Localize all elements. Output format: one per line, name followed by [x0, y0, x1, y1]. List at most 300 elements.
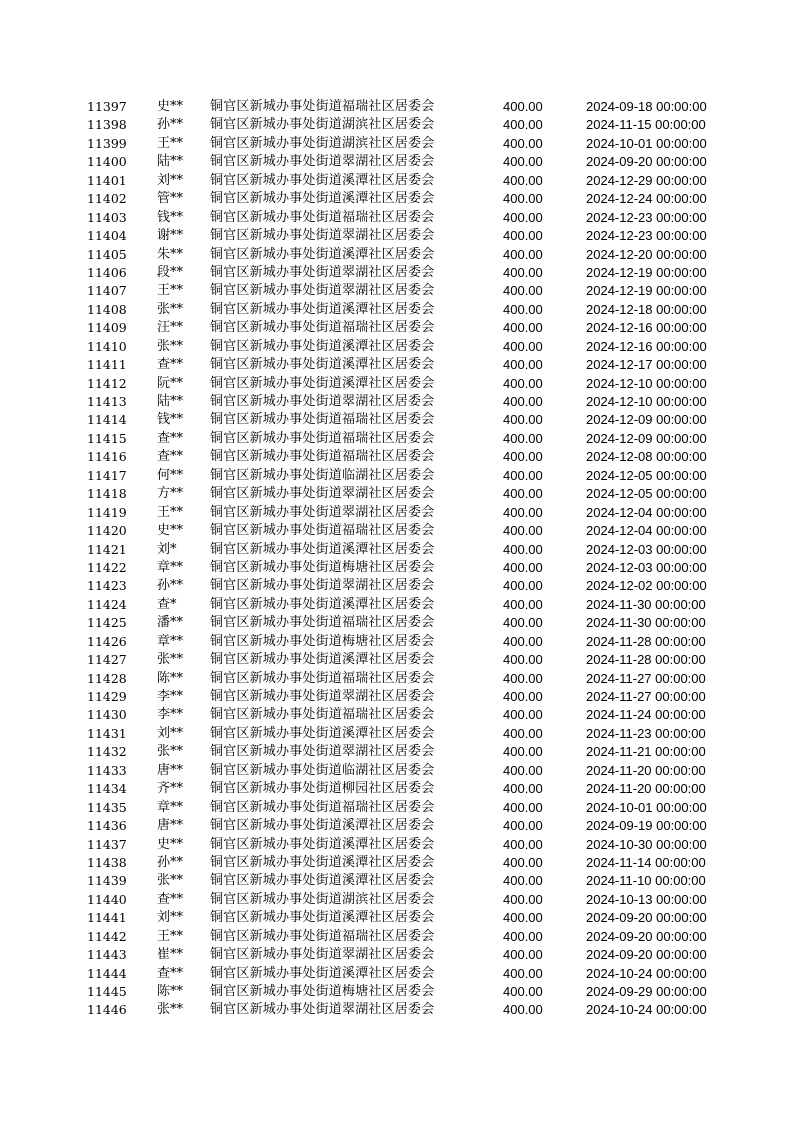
- table-row: [0, 836, 793, 854]
- payment-date: 2024-11-20 00:00:00: [586, 762, 706, 778]
- record-id: 11441: [87, 910, 127, 926]
- community-name: 铜官区新城办事处街道梅塘社区居委会: [210, 984, 435, 999]
- record-id: 11437: [87, 836, 127, 852]
- payment-date: 2024-09-18 00:00:00: [586, 99, 707, 114]
- table-row: [0, 411, 793, 429]
- table-row: [0, 762, 793, 780]
- record-id: 11412: [87, 375, 127, 391]
- record-id: 11444: [87, 965, 127, 981]
- community-name: 铜官区新城办事处街道翠湖社区居委会: [210, 689, 435, 704]
- record-id: 11440: [87, 891, 127, 907]
- person-name: 段**: [157, 264, 184, 280]
- record-id: 11406: [87, 264, 127, 280]
- amount: 400.00: [503, 523, 543, 539]
- person-name: 汪**: [157, 320, 184, 336]
- record-id: 11403: [87, 209, 127, 225]
- payment-date: 2024-11-21 00:00:00: [586, 744, 706, 760]
- community-name: 铜官区新城办事处街道梅塘社区居委会: [210, 633, 435, 649]
- person-name: 李**: [157, 707, 184, 723]
- person-name: 谢**: [157, 228, 184, 244]
- amount: 400.00: [503, 596, 543, 612]
- record-id: 11429: [87, 689, 127, 704]
- record-id: 11420: [87, 523, 127, 539]
- record-id: 11422: [87, 559, 127, 575]
- record-id: 11435: [87, 799, 127, 815]
- record-id: 11425: [87, 615, 127, 631]
- community-name: 铜官区新城办事处街道福瑞社区居委会: [210, 799, 435, 815]
- payment-date: 2024-12-17 00:00:00: [586, 357, 707, 373]
- community-name: 铜官区新城办事处街道福瑞社区居委会: [210, 99, 435, 114]
- community-name: 铜官区新城办事处街道溪潭社区居委会: [210, 873, 435, 889]
- payment-date: 2024-11-27 00:00:00: [586, 689, 706, 704]
- amount: 400.00: [503, 338, 543, 354]
- community-name: 铜官区新城办事处街道溪潭社区居委会: [210, 725, 435, 741]
- community-name: 铜官区新城办事处街道福瑞社区居委会: [210, 320, 435, 336]
- community-name: 铜官区新城办事处街道溪潭社区居委会: [210, 818, 435, 834]
- community-name: 铜官区新城办事处街道翠湖社区居委会: [210, 283, 435, 299]
- person-name: 崔**: [157, 947, 184, 963]
- amount: 400.00: [503, 467, 543, 483]
- payment-date: 2024-12-04 00:00:00: [586, 504, 707, 520]
- community-name: 铜官区新城办事处街道溪潭社区居委会: [210, 541, 435, 557]
- community-name: 铜官区新城办事处街道翠湖社区居委会: [210, 154, 435, 170]
- payment-date: 2024-11-10 00:00:00: [586, 873, 706, 889]
- payment-date: 2024-12-10 00:00:00: [586, 394, 707, 409]
- community-name: 铜官区新城办事处街道溪潭社区居委会: [210, 375, 435, 391]
- community-name: 铜官区新城办事处街道溪潭社区居委会: [210, 357, 435, 373]
- community-name: 铜官区新城办事处街道溪潭社区居委会: [210, 652, 435, 668]
- table-row: [0, 780, 793, 798]
- table-row: [0, 264, 793, 282]
- table-row: [0, 522, 793, 540]
- table-row: [0, 190, 793, 208]
- community-name: 铜官区新城办事处街道溪潭社区居委会: [210, 172, 435, 188]
- table-row: [0, 596, 793, 614]
- record-id: 11410: [87, 338, 127, 354]
- community-name: 铜官区新城办事处街道福瑞社区居委会: [210, 412, 435, 428]
- record-id: 11399: [87, 135, 127, 151]
- table-row: [0, 559, 793, 577]
- payment-date: 2024-12-04 00:00:00: [586, 523, 707, 539]
- community-name: 铜官区新城办事处街道柳园社区居委会: [210, 781, 435, 797]
- payment-date: 2024-11-24 00:00:00: [586, 707, 706, 723]
- person-name: 张**: [157, 873, 184, 889]
- record-id: 11409: [87, 320, 127, 336]
- amount: 400.00: [503, 154, 543, 170]
- person-name: 朱**: [157, 246, 184, 262]
- record-id: 11402: [87, 191, 127, 207]
- person-name: 查*: [157, 596, 177, 612]
- person-name: 张**: [157, 338, 184, 354]
- person-name: 查**: [157, 891, 184, 907]
- table-row: [0, 872, 793, 890]
- amount: 400.00: [503, 412, 543, 428]
- amount: 400.00: [503, 689, 543, 704]
- record-id: 11415: [87, 430, 127, 446]
- record-id: 11421: [87, 541, 127, 557]
- table-row: [0, 246, 793, 264]
- payment-date: 2024-12-23 00:00:00: [586, 228, 707, 244]
- record-id: 11408: [87, 301, 127, 317]
- amount: 400.00: [503, 320, 543, 336]
- payment-date: 2024-11-20 00:00:00: [586, 781, 706, 797]
- table-row: [0, 209, 793, 227]
- community-name: 铜官区新城办事处街道翠湖社区居委会: [210, 264, 435, 280]
- community-name: 铜官区新城办事处街道翠湖社区居委会: [210, 486, 435, 502]
- person-name: 王**: [157, 928, 184, 944]
- table-row: [0, 467, 793, 485]
- community-name: 铜官区新城办事处街道溪潭社区居委会: [210, 836, 435, 852]
- person-name: 陈**: [157, 984, 184, 999]
- record-id: 11439: [87, 873, 127, 889]
- subsidy-table: [0, 98, 793, 1020]
- person-name: 查**: [157, 965, 184, 981]
- payment-date: 2024-11-27 00:00:00: [586, 670, 706, 686]
- payment-date: 2024-12-16 00:00:00: [586, 320, 707, 336]
- amount: 400.00: [503, 357, 543, 373]
- amount: 400.00: [503, 486, 543, 502]
- record-id: 11426: [87, 633, 127, 649]
- community-name: 铜官区新城办事处街道湖滨社区居委会: [210, 117, 435, 133]
- community-name: 铜官区新城办事处街道福瑞社区居委会: [210, 670, 435, 686]
- record-id: 11423: [87, 578, 127, 594]
- payment-date: 2024-12-10 00:00:00: [586, 375, 707, 391]
- payment-date: 2024-09-20 00:00:00: [586, 947, 707, 963]
- community-name: 铜官区新城办事处街道临湖社区居委会: [210, 762, 435, 778]
- record-id: 11400: [87, 154, 127, 170]
- record-id: 11405: [87, 246, 127, 262]
- community-name: 铜官区新城办事处街道福瑞社区居委会: [210, 523, 435, 539]
- amount: 400.00: [503, 430, 543, 446]
- amount: 400.00: [503, 818, 543, 834]
- person-name: 张**: [157, 652, 184, 668]
- payment-date: 2024-10-01 00:00:00: [586, 799, 707, 815]
- person-name: 章**: [157, 633, 184, 649]
- person-name: 潘**: [157, 615, 184, 631]
- person-name: 钱**: [157, 209, 184, 225]
- amount: 400.00: [503, 891, 543, 907]
- amount: 400.00: [503, 172, 543, 188]
- amount: 400.00: [503, 99, 543, 114]
- amount: 400.00: [503, 135, 543, 151]
- amount: 400.00: [503, 578, 543, 594]
- record-id: 11431: [87, 725, 127, 741]
- person-name: 唐**: [157, 762, 184, 778]
- table-row: [0, 153, 793, 171]
- payment-date: 2024-12-18 00:00:00: [586, 301, 707, 317]
- payment-date: 2024-10-30 00:00:00: [586, 836, 707, 852]
- amount: 400.00: [503, 449, 543, 465]
- amount: 400.00: [503, 228, 543, 244]
- amount: 400.00: [503, 781, 543, 797]
- table-row: [0, 909, 793, 927]
- payment-date: 2024-11-30 00:00:00: [586, 596, 706, 612]
- table-row: [0, 282, 793, 300]
- record-id: 11443: [87, 947, 127, 963]
- record-id: 11436: [87, 818, 127, 834]
- payment-date: 2024-09-19 00:00:00: [586, 818, 707, 834]
- record-id: 11401: [87, 172, 127, 188]
- community-name: 铜官区新城办事处街道翠湖社区居委会: [210, 947, 435, 963]
- person-name: 刘*: [157, 541, 177, 557]
- person-name: 唐**: [157, 818, 184, 834]
- payment-date: 2024-12-09 00:00:00: [586, 412, 707, 428]
- person-name: 张**: [157, 1002, 184, 1018]
- payment-date: 2024-10-01 00:00:00: [586, 135, 707, 151]
- community-name: 铜官区新城办事处街道溪潭社区居委会: [210, 910, 435, 926]
- record-id: 11430: [87, 707, 127, 723]
- person-name: 管**: [157, 191, 184, 207]
- community-name: 铜官区新城办事处街道福瑞社区居委会: [210, 449, 435, 465]
- person-name: 章**: [157, 559, 184, 575]
- amount: 400.00: [503, 615, 543, 631]
- record-id: 11446: [87, 1002, 127, 1018]
- amount: 400.00: [503, 504, 543, 520]
- payment-date: 2024-11-15 00:00:00: [586, 117, 706, 133]
- table-row: [0, 725, 793, 743]
- community-name: 铜官区新城办事处街道湖滨社区居委会: [210, 135, 435, 151]
- person-name: 史**: [157, 523, 184, 539]
- payment-date: 2024-12-09 00:00:00: [586, 430, 707, 446]
- table-row: [0, 98, 793, 116]
- table-row: [0, 135, 793, 153]
- amount: 400.00: [503, 707, 543, 723]
- community-name: 铜官区新城办事处街道溪潭社区居委会: [210, 301, 435, 317]
- person-name: 何**: [157, 467, 184, 483]
- amount: 400.00: [503, 209, 543, 225]
- amount: 400.00: [503, 725, 543, 741]
- payment-date: 2024-11-23 00:00:00: [586, 725, 706, 741]
- table-row: [0, 743, 793, 761]
- payment-date: 2024-11-30 00:00:00: [586, 615, 706, 631]
- amount: 400.00: [503, 559, 543, 575]
- amount: 400.00: [503, 541, 543, 557]
- community-name: 铜官区新城办事处街道翠湖社区居委会: [210, 394, 435, 409]
- person-name: 钱**: [157, 412, 184, 428]
- amount: 400.00: [503, 762, 543, 778]
- payment-date: 2024-12-05 00:00:00: [586, 467, 707, 483]
- payment-date: 2024-12-16 00:00:00: [586, 338, 707, 354]
- table-row: [0, 577, 793, 595]
- person-name: 齐**: [157, 781, 184, 797]
- payment-date: 2024-12-03 00:00:00: [586, 559, 707, 575]
- person-name: 张**: [157, 301, 184, 317]
- person-name: 章**: [157, 799, 184, 815]
- person-name: 刘**: [157, 172, 184, 188]
- community-name: 铜官区新城办事处街道福瑞社区居委会: [210, 707, 435, 723]
- table-row: [0, 670, 793, 688]
- record-id: 11414: [87, 412, 127, 428]
- record-id: 11424: [87, 596, 127, 612]
- record-id: 11442: [87, 928, 127, 944]
- person-name: 查**: [157, 430, 184, 446]
- amount: 400.00: [503, 283, 543, 299]
- record-id: 11438: [87, 854, 127, 870]
- record-id: 11419: [87, 504, 127, 520]
- person-name: 史**: [157, 836, 184, 852]
- table-row: [0, 319, 793, 337]
- table-row: [0, 799, 793, 817]
- person-name: 史**: [157, 99, 184, 114]
- person-name: 李**: [157, 689, 184, 704]
- payment-date: 2024-12-02 00:00:00: [586, 578, 707, 594]
- payment-date: 2024-10-24 00:00:00: [586, 965, 707, 981]
- table-row: [0, 688, 793, 706]
- table-row: [0, 854, 793, 872]
- person-name: 王**: [157, 283, 184, 299]
- amount: 400.00: [503, 799, 543, 815]
- community-name: 铜官区新城办事处街道溪潭社区居委会: [210, 965, 435, 981]
- record-id: 11445: [87, 984, 127, 999]
- payment-date: 2024-10-13 00:00:00: [586, 891, 707, 907]
- amount: 400.00: [503, 854, 543, 870]
- amount: 400.00: [503, 652, 543, 668]
- person-name: 阮**: [157, 375, 184, 391]
- amount: 400.00: [503, 947, 543, 963]
- community-name: 铜官区新城办事处街道福瑞社区居委会: [210, 209, 435, 225]
- payment-date: 2024-12-20 00:00:00: [586, 246, 707, 262]
- record-id: 11407: [87, 283, 127, 299]
- person-name: 查**: [157, 449, 184, 465]
- amount: 400.00: [503, 928, 543, 944]
- payment-date: 2024-12-05 00:00:00: [586, 486, 707, 502]
- payment-date: 2024-09-20 00:00:00: [586, 928, 707, 944]
- person-name: 刘**: [157, 910, 184, 926]
- payment-date: 2024-12-03 00:00:00: [586, 541, 707, 557]
- person-name: 王**: [157, 504, 184, 520]
- community-name: 铜官区新城办事处街道溪潭社区居委会: [210, 854, 435, 870]
- community-name: 铜官区新城办事处街道溪潭社区居委会: [210, 246, 435, 262]
- community-name: 铜官区新城办事处街道翠湖社区居委会: [210, 1002, 435, 1018]
- amount: 400.00: [503, 117, 543, 133]
- amount: 400.00: [503, 394, 543, 409]
- community-name: 铜官区新城办事处街道翠湖社区居委会: [210, 504, 435, 520]
- table-row: [0, 946, 793, 964]
- table-row: [0, 928, 793, 946]
- table-row: [0, 504, 793, 522]
- person-name: 刘**: [157, 725, 184, 741]
- record-id: 11404: [87, 228, 127, 244]
- payment-date: 2024-11-28 00:00:00: [586, 633, 706, 649]
- record-id: 11398: [87, 117, 127, 133]
- community-name: 铜官区新城办事处街道溪潭社区居委会: [210, 338, 435, 354]
- table-row: [0, 393, 793, 411]
- community-name: 铜官区新城办事处街道溪潭社区居委会: [210, 596, 435, 612]
- table-row: [0, 356, 793, 374]
- table-row: [0, 706, 793, 724]
- person-name: 王**: [157, 135, 184, 151]
- record-id: 11411: [87, 357, 127, 373]
- amount: 400.00: [503, 375, 543, 391]
- community-name: 铜官区新城办事处街道临湖社区居委会: [210, 467, 435, 483]
- table-row: [0, 116, 793, 134]
- record-id: 11417: [87, 467, 127, 483]
- amount: 400.00: [503, 633, 543, 649]
- record-id: 11416: [87, 449, 127, 465]
- payment-date: 2024-11-14 00:00:00: [586, 854, 706, 870]
- community-name: 铜官区新城办事处街道福瑞社区居委会: [210, 615, 435, 631]
- table-row: [0, 891, 793, 909]
- table-row: [0, 651, 793, 669]
- community-name: 铜官区新城办事处街道福瑞社区居委会: [210, 430, 435, 446]
- amount: 400.00: [503, 191, 543, 207]
- person-name: 孙**: [157, 578, 184, 594]
- table-row: [0, 485, 793, 503]
- community-name: 铜官区新城办事处街道梅塘社区居委会: [210, 559, 435, 575]
- amount: 400.00: [503, 744, 543, 760]
- payment-date: 2024-09-20 00:00:00: [586, 910, 707, 926]
- record-id: 11397: [87, 99, 127, 114]
- payment-date: 2024-09-20 00:00:00: [586, 154, 707, 170]
- table-row: [0, 375, 793, 393]
- record-id: 11433: [87, 762, 127, 778]
- payment-date: 2024-12-19 00:00:00: [586, 264, 707, 280]
- community-name: 铜官区新城办事处街道翠湖社区居委会: [210, 744, 435, 760]
- record-id: 11432: [87, 744, 127, 760]
- payment-date: 2024-10-24 00:00:00: [586, 1002, 707, 1018]
- amount: 400.00: [503, 264, 543, 280]
- table-row: [0, 448, 793, 466]
- table-row: [0, 817, 793, 835]
- record-id: 11413: [87, 394, 127, 409]
- payment-date: 2024-12-08 00:00:00: [586, 449, 707, 465]
- amount: 400.00: [503, 246, 543, 262]
- person-name: 查**: [157, 357, 184, 373]
- table-row: [0, 301, 793, 319]
- table-row: [0, 633, 793, 651]
- person-name: 陈**: [157, 670, 184, 686]
- table-row: [0, 1001, 793, 1019]
- record-id: 11428: [87, 670, 127, 686]
- amount: 400.00: [503, 836, 543, 852]
- payment-date: 2024-09-29 00:00:00: [586, 984, 707, 999]
- community-name: 铜官区新城办事处街道福瑞社区居委会: [210, 928, 435, 944]
- record-id: 11418: [87, 486, 127, 502]
- table-row: [0, 965, 793, 983]
- amount: 400.00: [503, 301, 543, 317]
- payment-date: 2024-12-29 00:00:00: [586, 172, 707, 188]
- table-row: [0, 541, 793, 559]
- community-name: 铜官区新城办事处街道翠湖社区居委会: [210, 228, 435, 244]
- person-name: 陆**: [157, 394, 184, 409]
- payment-date: 2024-12-23 00:00:00: [586, 209, 707, 225]
- person-name: 孙**: [157, 854, 184, 870]
- amount: 400.00: [503, 873, 543, 889]
- person-name: 陆**: [157, 154, 184, 170]
- amount: 400.00: [503, 984, 543, 999]
- table-row: [0, 614, 793, 632]
- amount: 400.00: [503, 965, 543, 981]
- record-id: 11427: [87, 652, 127, 668]
- community-name: 铜官区新城办事处街道溪潭社区居委会: [210, 191, 435, 207]
- table-row: [0, 338, 793, 356]
- amount: 400.00: [503, 1002, 543, 1018]
- community-name: 铜官区新城办事处街道翠湖社区居委会: [210, 578, 435, 594]
- record-id: 11434: [87, 781, 127, 797]
- payment-date: 2024-12-19 00:00:00: [586, 283, 707, 299]
- table-row: [0, 172, 793, 190]
- amount: 400.00: [503, 910, 543, 926]
- person-name: 方**: [157, 486, 184, 502]
- person-name: 孙**: [157, 117, 184, 133]
- amount: 400.00: [503, 670, 543, 686]
- table-row: [0, 983, 793, 1001]
- person-name: 张**: [157, 744, 184, 760]
- table-row: [0, 430, 793, 448]
- table-row: [0, 227, 793, 245]
- payment-date: 2024-12-24 00:00:00: [586, 191, 707, 207]
- community-name: 铜官区新城办事处街道湖滨社区居委会: [210, 891, 435, 907]
